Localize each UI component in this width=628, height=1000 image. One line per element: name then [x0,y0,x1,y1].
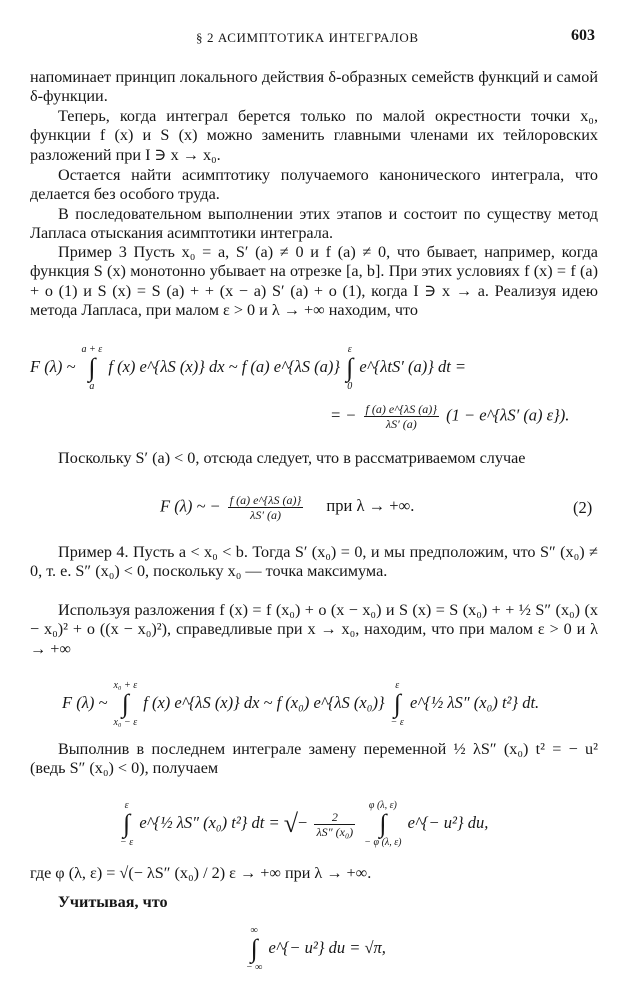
eq2-condition: при λ → +∞. [326,496,415,516]
paragraph-2: Теперь, когда интеграл берется только по малой окрестности точки x₀, функции f (x) и S (x) можно заменить главными членами их тейлоровских разложений при I ∋ x → x₀. [30,107,598,164]
integral-2-body: e^{λtS′ (a)} dt = [359,356,467,376]
fraction-numerator: 2 [314,810,355,825]
integral: ∞ ∫ − ∞ [246,925,263,973]
paragraph-3: Остается найти асимптотику получаемого канонического интеграла, что делается без особого труда. [30,166,598,204]
integral-upper-limit: φ (λ, ε) [368,800,397,811]
integral-upper-limit: ∞ [250,925,258,936]
integral-2-body: e^{½ λS″ (x₀) t²} dt. [410,692,540,712]
fraction-numerator: f (a) e^{λS (a)} [229,493,302,507]
equation-3 [62,680,539,728]
integral-lower-limit: 0 [347,381,353,392]
fraction [314,810,355,839]
integral-1: ε ∫ − ε [120,800,134,848]
fraction [364,402,440,431]
fraction-denominator: λS″ (x₀) [316,824,354,839]
eq1-suffix: (1 − e^{λS′ (a) ε}). [446,405,570,425]
integral-lower-limit: − φ (λ, ε) [364,837,402,848]
paragraph-example-4: Пример 4. Пусть a < x₀ < b. Тогда S′ (x₀) = 0, и мы предположим, что S″ (x₀) ≠ 0, т. е. S″ (x₀) < 0, поскольку x₀ — точка максимума. [30,543,598,581]
integral-lower-limit: − ε [390,717,404,728]
integral-2-body: e^{− u²} du, [407,812,489,832]
equation-number: (2) [573,498,593,517]
equation-2 [160,493,414,522]
paragraph-example-3: Пример 3 Пусть x₀ = a, S′ (a) ≠ 0 и f (a) ≠ 0, что бывает, например, когда функция S (x) монотонно убывает на отрезке [a, b]. При этих условиях f (x) = f (a) + o (1) и S (x) = S (a) + + (x − a) S′ (a) + o (1), когда I ∋ x → a. Реализуя идею метода Лапласа, при малом ε > 0 и λ → +∞ находим, что [30,243,598,320]
integral-1-body: f (x) e^{λS (x)} dx ~ f (a) e^{λS (a)} [108,356,341,376]
page-number: 603 [571,27,595,44]
eq2-lhs: F (λ) ~ − [160,496,221,516]
integral-1-body: e^{½ λS″ (x₀) t²} dt = [139,812,280,832]
running-header [0,27,628,49]
equation-1-line-1 [30,344,466,392]
equation-4: ε ∫ − ε e^{½ λS″ (x₀) t²} dt = √− $\frac{2}{\text{λS″ (x₀)}}$ φ (λ, ε) ∫ − φ (λ, ε) e^{− u²} du, [120,800,489,848]
paragraph-10: где φ (λ, ε) = √(− λS″ (x₀) / 2) ε → +∞ при λ → +∞. [30,864,372,882]
integral-lower-limit: − ∞ [246,962,263,973]
paragraph-11: Учитывая, что [58,893,168,911]
fraction-denominator: λS′ (a) [250,508,281,522]
fraction [228,493,304,522]
integral-1-body: f (x) e^{λS (x)} dx ~ f (x₀) e^{λS (x₀)} [143,692,385,712]
eq1-prefix: = − [330,405,357,425]
integral-upper-limit: ε [395,680,400,691]
integral-2: φ (λ, ε) ∫ − φ (λ, ε) [364,800,402,848]
integral-2: ε ∫ 0 [346,344,354,392]
integral-upper-limit: ε [124,800,129,811]
eq1-lhs: F (λ) ~ [30,356,76,376]
eq3-lhs: F (λ) ~ [62,692,108,712]
paragraph-9: Выполнив в последнем интеграле замену переменной ½ λS″ (x₀) t² = − u² (ведь S″ (x₀) < 0), получаем [30,740,598,778]
equation-5 [244,925,386,973]
paragraph-1: напоминает принцип локального действия δ-образных семейств функций и самой δ-функции. [30,68,598,106]
fraction-denominator: λS′ (a) [385,417,417,431]
integral-upper-limit: a + ε [81,344,103,355]
integral-lower-limit: x₀ − ε [113,717,138,728]
paragraph-6: Поскольку S′ (a) < 0, отсюда следует, что в рассматриваемом случае [58,449,526,467]
integral-lower-limit: a [89,381,95,392]
integral-upper-limit: x₀ + ε [113,680,138,691]
integral-1: x₀ + ε ∫ x₀ − ε [113,680,138,728]
fraction-numerator: f (a) e^{λS (a)} [365,402,438,416]
section-title: § 2 АСИМПТОТИКА ИНТЕГРАЛОВ [196,30,419,45]
paragraph-4: В последовательном выполнении этих этапов и состоит по существу метод Лапласа отыскания асимптотики интеграла. [30,205,598,243]
integral-body: e^{− u²} du = √π, [268,937,386,957]
paragraph-8: Используя разложения f (x) = f (x₀) + o (x − x₀) и S (x) = S (x₀) + + ½ S″ (x₀) (x − x₀)² + o ((x − x₀)²), справедливые при x → x₀, находим, что при малом ε > 0 и λ → +∞ [30,601,598,658]
integral-1: a + ε ∫ a [81,344,103,392]
integral-upper-limit: ε [347,344,352,355]
sqrt-sign-icon: √ [283,809,299,838]
equation-1-line-2 [330,402,569,431]
integral-2: ε ∫ − ε [390,680,404,728]
integral-lower-limit: − ε [120,837,134,848]
